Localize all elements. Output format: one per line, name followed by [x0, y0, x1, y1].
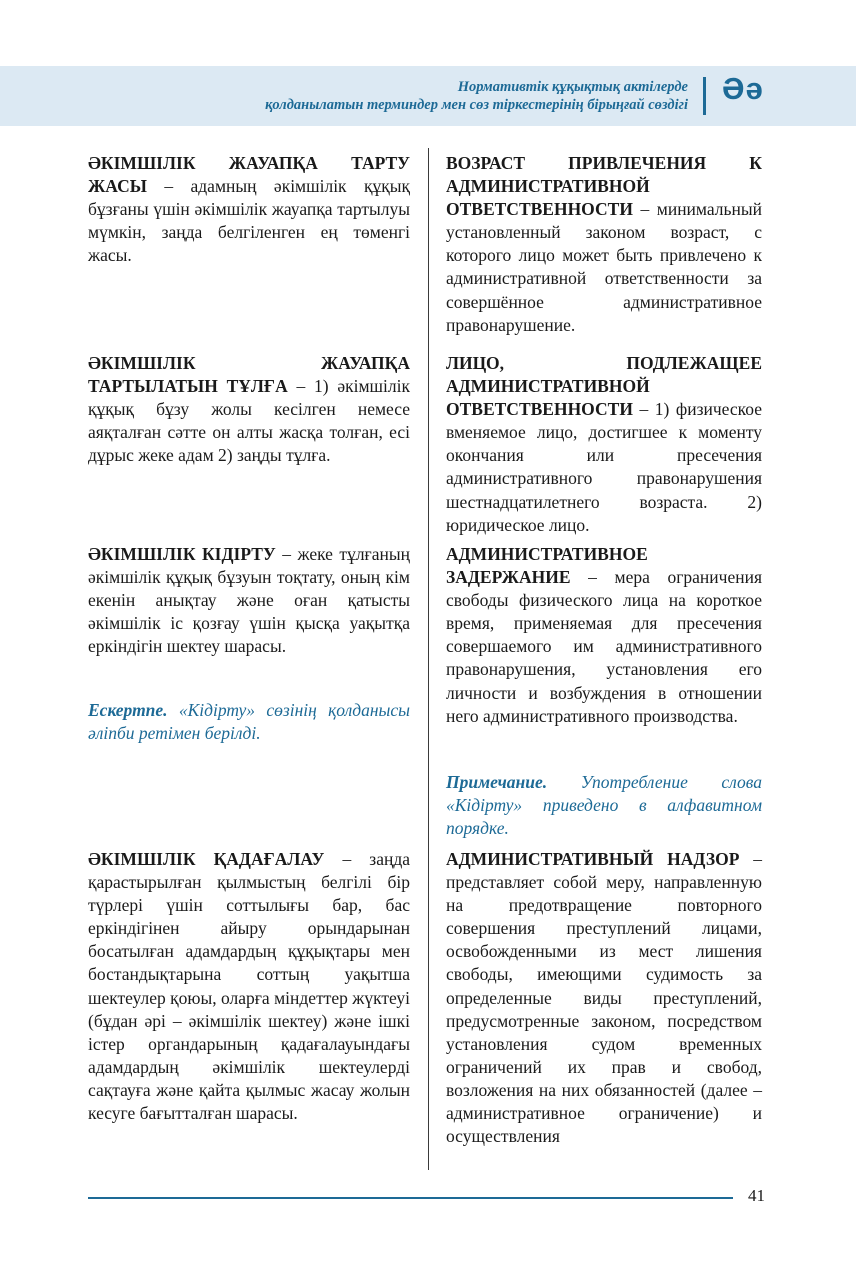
note-text: «Кідірту» сөзінің қолданысы әліпби ретімен берілді.: [88, 700, 410, 744]
entry-definition: – 1) әкімшілік құқық бұзу жолы кесілген немесе аяқталған сәтте он алты жасқа толған, есі дұрыс жеке адам 2) заңды тұлға.: [88, 376, 410, 466]
entry-definition: – 1) физическое вменяемое лицо, достигшее к моменту окончания или пресечения административного правонарушения шестнадцатилетнего возраста. 2) юридическое лицо.: [446, 399, 762, 535]
section-letters: Әә: [722, 71, 764, 106]
header-line-1: Нормативтік құқықтық актілерде: [457, 79, 688, 95]
entry-definition: – заңда қарастырылған қылмыстың белгілі бір түрлері үшін соттылығы бар, бас еркіндігінен айыру орындарынан босатылған адамдардың құқықтары мен бостандықтарына соттың уақытша шектеулер қоюы, оларға міндеттер жүктеуі (бұдан әрі – әкімшілік шектеу) және ішкі істер органдарының қадағалауындағы адамдардың әкімшілік шектеулерді сақтауға және қайта қылмыс жасау жолын кесуге бағытталған шарасы.: [88, 849, 410, 1124]
entry-ru-1: [446, 152, 762, 337]
entry-definition: – жеке тұлғаның әкімшілік құқық бұзуын тоқтату, оның кім екенін анықтау және оған қатысты әкімшілік іс қозғау үшін қысқа уақытқа еркіндігін шектеу шарасы.: [88, 544, 410, 657]
running-header: [265, 78, 688, 114]
note-ru: [446, 771, 762, 840]
entry-ru-3: [446, 543, 762, 728]
entry-definition: – представляет собой меру, направленную на предотвращение повторного совершения преступлений лицами, освобожденными из мест лишения свободы, имеющими судимость за определенные виды преступлений, предусмотренные законом, посредством установления судом временных ограничений их прав и свобод, возложения на них обязанностей (далее – административное ограничение) и осуществления: [446, 849, 762, 1147]
entry-kk-4: [88, 848, 410, 1125]
column-divider: [428, 148, 429, 1170]
entry-ru-2: [446, 352, 762, 537]
entry-definition: – минимальный установленный законом возраст, с которого лицо может быть привлечено к административной ответственности за совершённое административное правонарушение.: [446, 199, 762, 335]
entry-kk-3: [88, 543, 410, 658]
note-label: Ескертпе.: [88, 700, 168, 720]
footer-rule: [88, 1197, 733, 1199]
note-kk: [88, 699, 410, 745]
entry-ru-4: [446, 848, 762, 1148]
entry-definition: – адамның әкімшілік құқық бұзғаны үшін әкімшілік жауапқа тартылуы мүмкін, заңда белгіленген ең төменгі жасы.: [88, 176, 410, 266]
note-text: Употребление слова «Кідірту» приведено в алфавитном порядке.: [446, 772, 762, 839]
entry-term: АДМИНИСТРАТИВНЫЙ НАДЗОР: [446, 849, 740, 869]
header-line-2: қолданылатын терминдер мен сөз тіркестерінің бірыңғай сөздігі: [265, 97, 688, 113]
entry-term: ӘКІМШІЛІК КІДІРТУ: [88, 544, 276, 564]
entry-term: ЛИЦО, ПОДЛЕЖАЩЕЕ АДМИНИСТРАТИВНОЙ ОТВЕТСТВЕННОСТИ: [446, 353, 762, 420]
entry-kk-1: [88, 152, 410, 267]
page-number: 41: [748, 1186, 765, 1205]
entry-kk-2: [88, 352, 410, 467]
entry-term: ӘКІМШІЛІК ЖАУАПҚА ТАРТУ ЖАСЫ: [88, 153, 410, 197]
entry-term: АДМИНИСТРАТИВНОЕ ЗАДЕРЖАНИЕ: [446, 544, 648, 588]
entry-definition: – мера ограничения свободы физического лица на короткое время, применяемая для пресечения совершаемого им административного правонарушения, установления его личности и возбуждения в отношении него административного производства.: [446, 567, 762, 726]
entry-term: ӘКІМШІЛІК ҚАДАҒАЛАУ: [88, 849, 325, 869]
note-label: Примечание.: [446, 772, 548, 792]
entry-term: ӘКІМШІЛІК ЖАУАПҚА ТАРТЫЛАТЫН ТҰЛҒА: [88, 353, 410, 397]
entry-term: ВОЗРАСТ ПРИВЛЕЧЕНИЯ К АДМИНИСТРАТИВНОЙ ОТВЕТСТВЕННОСТИ: [446, 153, 762, 220]
header-separator: [703, 77, 706, 115]
